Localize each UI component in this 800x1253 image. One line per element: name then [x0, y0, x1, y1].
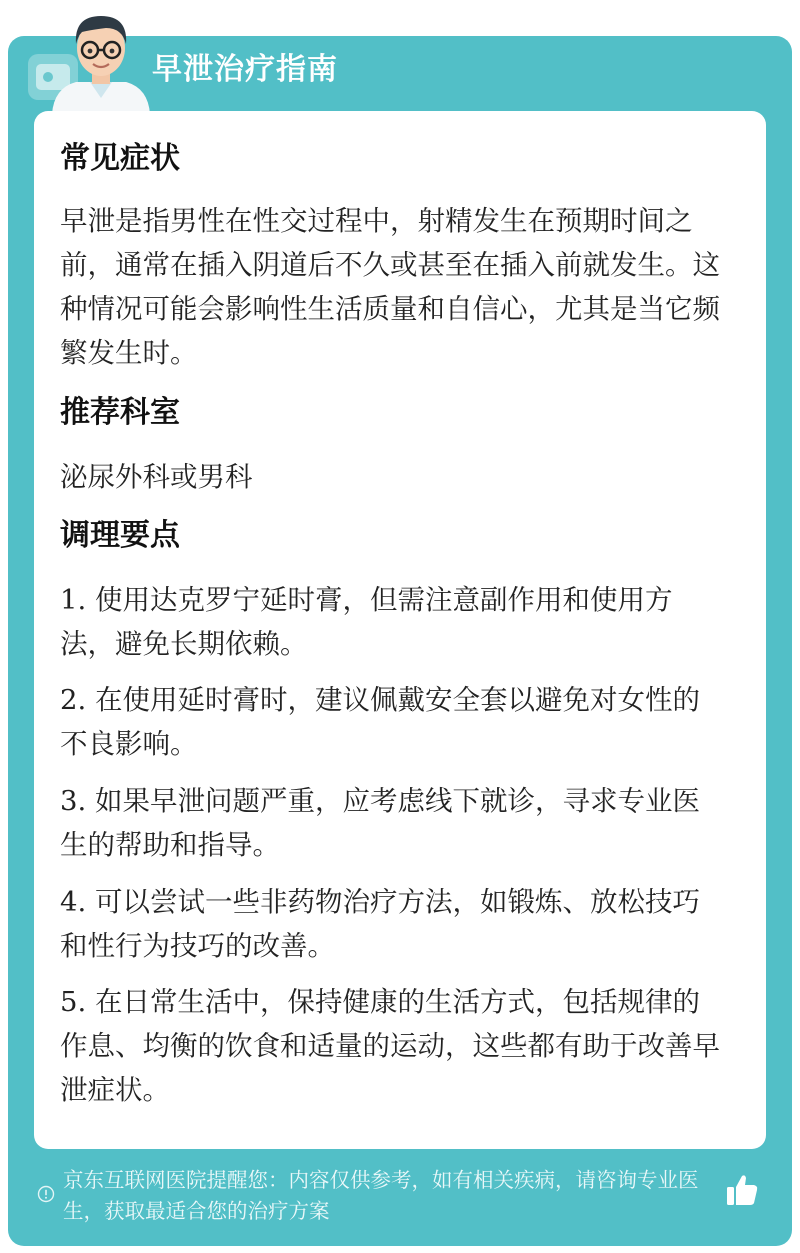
symptoms-heading: 常见症状 [60, 141, 180, 176]
care-item-1 [60, 578, 724, 666]
disclaimer-text: 京东互联网医院提醒您：内容仅供参考，如有相关疾病，请咨询专业医生，获取最适合您的治疗方案 [63, 1168, 699, 1223]
care-item-2 [60, 678, 724, 766]
doctor-avatar [46, 6, 156, 114]
care-item-number: 3. [60, 785, 87, 817]
page-title: 早泄治疗指南 [152, 52, 338, 87]
department-heading: 推荐科室 [60, 395, 180, 430]
care-item-3 [60, 779, 724, 867]
care-item-4 [60, 880, 724, 968]
info-icon [37, 1185, 55, 1203]
care-item-text: 在使用延时膏时，建议佩戴安全套以避免对女性的不良影响。 [60, 684, 700, 760]
care-item-text: 在日常生活中，保持健康的生活方式，包括规律的作息、均衡的饮食和适量的运动，这些都有助于改善早泄症状。 [60, 986, 720, 1106]
care-item-number: 4. [60, 886, 87, 918]
care-item-number: 2. [60, 684, 87, 716]
care-item-number: 1. [60, 584, 87, 616]
thumbs-up-icon[interactable] [725, 1172, 759, 1208]
care-item-5 [60, 980, 724, 1112]
care-item-text: 可以尝试一些非药物治疗方法，如锻炼、放松技巧和性行为技巧的改善。 [60, 886, 700, 962]
care-heading: 调理要点 [60, 518, 180, 553]
care-item-text: 使用达克罗宁延时膏，但需注意副作用和使用方法，避免长期依赖。 [60, 584, 673, 660]
symptoms-text: 早泄是指男性在性交过程中，射精发生在预期时间之前，通常在插入阴道后不久或甚至在插入前就发生。这种情况可能会影响性生活质量和自信心，尤其是当它频繁发生时。 [60, 205, 720, 369]
care-item-number: 5. [60, 986, 87, 1018]
care-item-text: 如果早泄问题严重，应考虑线下就诊，寻求专业医生的帮助和指导。 [60, 785, 700, 861]
department-text: 泌尿外科或男科 [60, 461, 253, 493]
